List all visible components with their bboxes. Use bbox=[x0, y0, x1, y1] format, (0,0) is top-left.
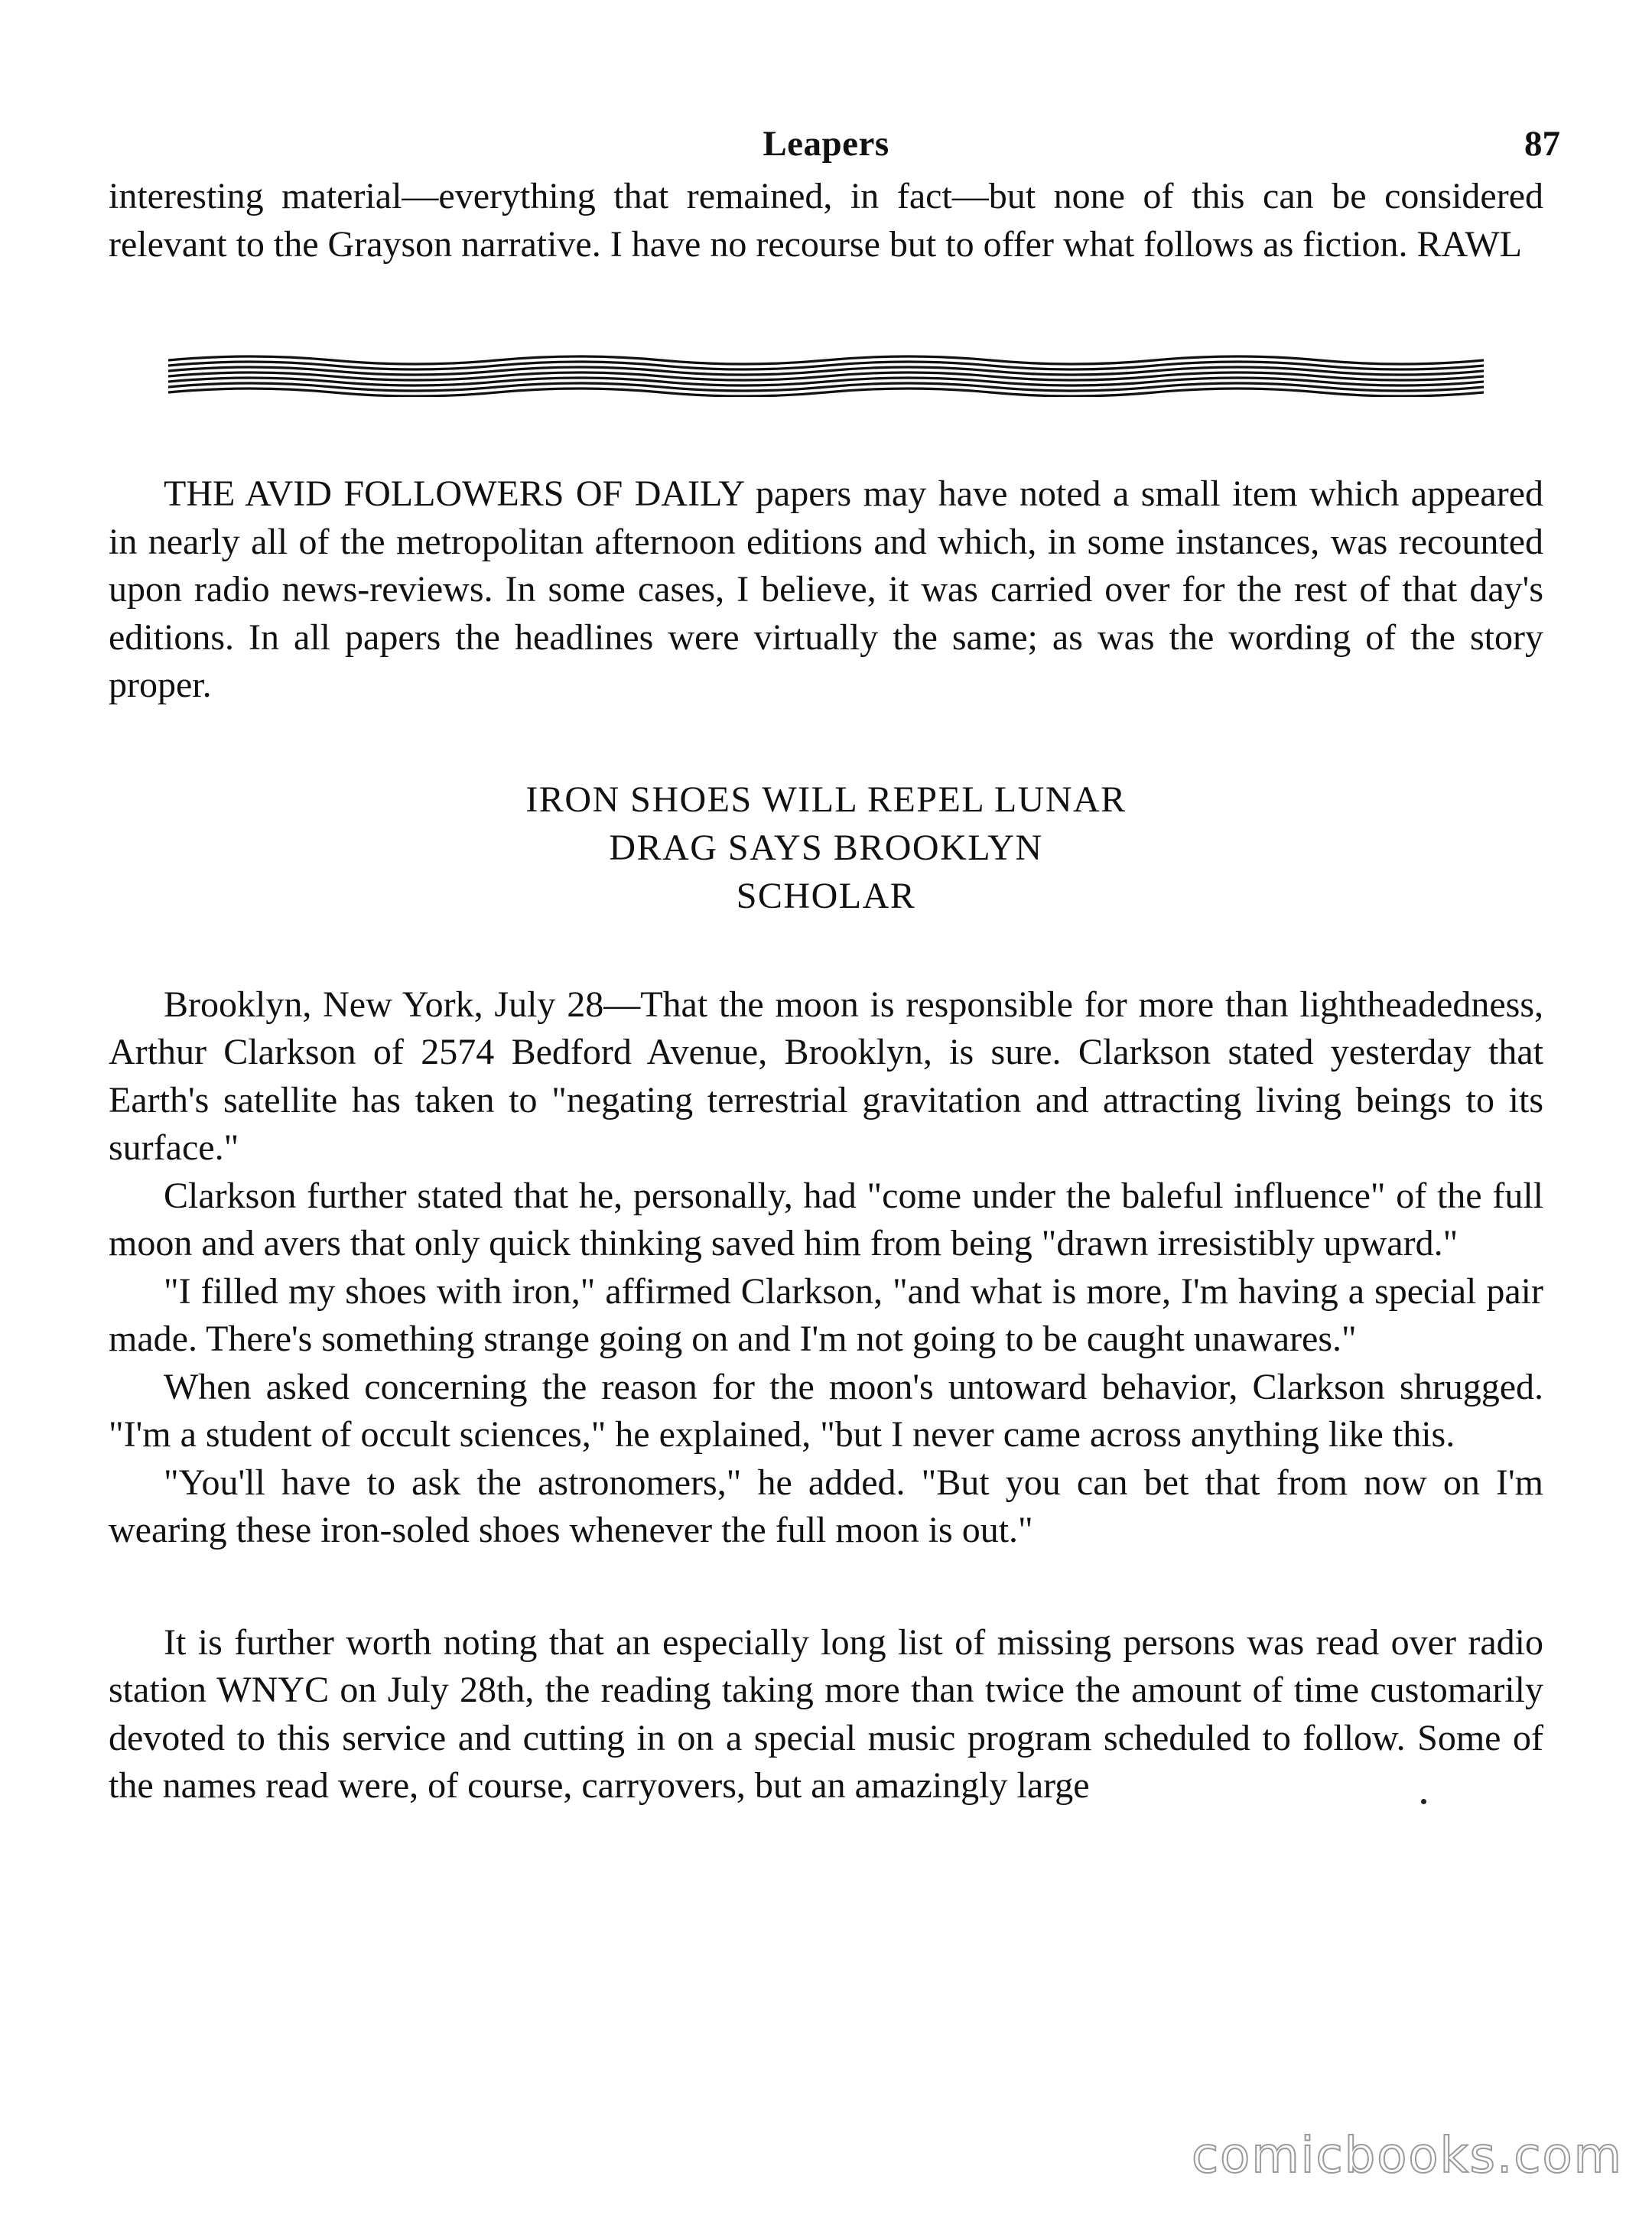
running-title: Leapers bbox=[763, 124, 889, 164]
closing-paragraph: It is further worth noting that an especially long list of missing persons was read over radio station WNYC on July 28th, the reading taking more than twice the amount of time customarily devoted to this service and cutting in on a special music program scheduled to follow. Some of the names read were, of course, carryovers, but an amazingly large bbox=[109, 1621, 1543, 1806]
news-story-paragraph: When asked concerning the reason for the moon's untoward behavior, Clarkson shrugged. "I'm a student of occult sciences," he explained, "but I never came across anything like this. bbox=[109, 1366, 1543, 1455]
news-story-paragraph: Clarkson further stated that he, personally, had "come under the baleful influence" of the full moon and avers that only quick thinking saved him from being "drawn irresistibly upward." bbox=[109, 1175, 1543, 1263]
book-page bbox=[109, 115, 1560, 1810]
news-story-paragraph: "I filled my shoes with iron," affirmed Clarkson, "and what is more, I'm having a special pair made. There's something strange going on and I'm not going to be caught unawares." bbox=[109, 1270, 1543, 1359]
news-story-paragraph: Brooklyn, New York, July 28—That the moon is responsible for more than lightheadedness, Arthur Clarkson of 2574 Bedford Avenue, Brooklyn, is sure. Clarkson stated yesterday that Earth's satellite has taken to "negating terrestrial gravitation and attracting living beings to its surface." bbox=[109, 984, 1543, 1168]
headline-line: DRAG SAYS BROOKLYN bbox=[609, 827, 1043, 868]
news-story-paragraph: "You'll have to ask the astronomers," he added. "But you can bet that from now on I'm wearing these iron-soled shoes whenever the full moon is out." bbox=[109, 1462, 1543, 1550]
wavy-rule-ornament-icon bbox=[168, 351, 1484, 397]
ink-speck bbox=[1421, 1799, 1426, 1804]
chapter-opening-paragraph: THE AVID FOLLOWERS OF DAILY papers may have noted a small item which appeared in nearly all of the metropolitan afternoon editions and which, in some instances, was recounted upon radio news-reviews. In some cases, I believe, it was carried over for the rest of that day's editions. In all papers the headlines were virtually the same; as was the wording of the story proper. bbox=[109, 473, 1543, 705]
news-story bbox=[109, 981, 1543, 1555]
headline-line: IRON SHOES WILL REPEL LUNAR bbox=[525, 779, 1127, 820]
site-watermark: comicbooks.com bbox=[1191, 2128, 1623, 2184]
headline-line: SCHOLAR bbox=[736, 875, 916, 916]
running-head bbox=[109, 115, 1560, 173]
page-number: 87 bbox=[1524, 124, 1560, 164]
newspaper-headline bbox=[109, 776, 1543, 920]
continuation-paragraph: interesting material—everything that remained, in fact—but none of this can be considered relevant to the Grayson narrative. I have no recourse but to offer what follows as fiction. RAWL bbox=[109, 176, 1543, 265]
